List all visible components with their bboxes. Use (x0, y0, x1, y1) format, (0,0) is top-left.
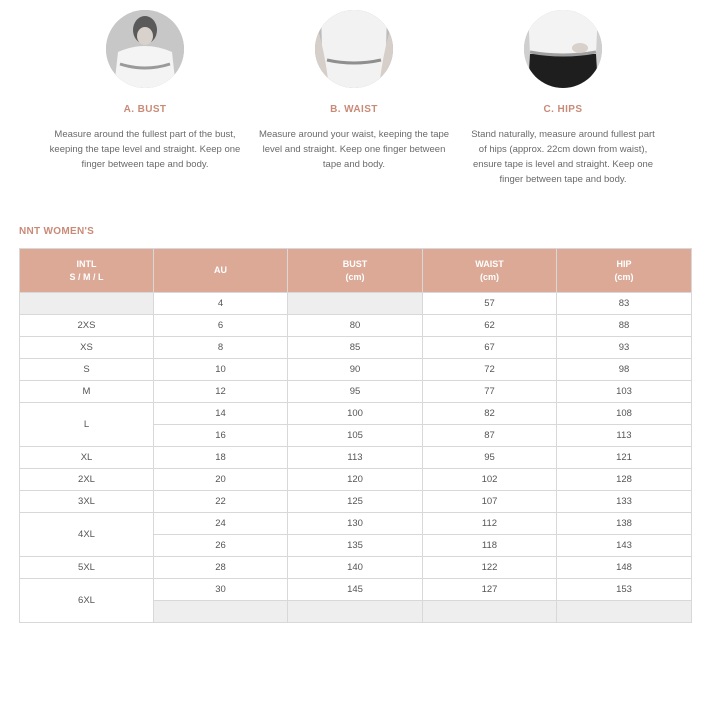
hip-cell: 83 (557, 293, 692, 315)
bust-guide-title: A. BUST (123, 104, 167, 115)
au-cell: 4 (154, 293, 288, 315)
waist-cell: 57 (423, 293, 557, 315)
intl-cell: 4XL (20, 513, 154, 557)
waist-cell: 95 (423, 447, 557, 469)
au-cell: 30 (154, 579, 288, 601)
waist-cell: 72 (423, 359, 557, 381)
intl-cell: 2XS (20, 315, 154, 337)
bust-measure-photo-icon (106, 10, 184, 88)
table-row (20, 315, 692, 337)
hips-guide-text: Stand naturally, measure around fullest part of hips (approx. 22cm down from waist), ensure tape is level and straight. Keep one finger between tape and body. (471, 129, 655, 185)
au-cell: 16 (154, 425, 288, 447)
table-row (20, 359, 692, 381)
bust-cell: 113 (288, 447, 423, 469)
au-cell: 8 (154, 337, 288, 359)
bust-cell: 80 (288, 315, 423, 337)
au-cell: 10 (154, 359, 288, 381)
bust-cell (288, 293, 423, 315)
au-cell: 22 (154, 491, 288, 513)
waist-measure-photo-icon (315, 10, 393, 88)
au-cell (154, 601, 288, 623)
hip-cell: 143 (557, 535, 692, 557)
waist-cell: 102 (423, 469, 557, 491)
hip-cell: 108 (557, 403, 692, 425)
intl-cell (20, 293, 154, 315)
hip-cell: 148 (557, 557, 692, 579)
bust-cell: 140 (288, 557, 423, 579)
header-bust: BUST (cm) (288, 249, 423, 293)
waist-cell: 127 (423, 579, 557, 601)
au-cell: 20 (154, 469, 288, 491)
waist-cell: 67 (423, 337, 557, 359)
bust-cell (288, 601, 423, 623)
table-row (20, 491, 692, 513)
intl-cell: 3XL (20, 491, 154, 513)
waist-cell: 122 (423, 557, 557, 579)
hip-cell: 128 (557, 469, 692, 491)
waist-cell: 62 (423, 315, 557, 337)
intl-cell: XL (20, 447, 154, 469)
header-intl: INTL S / M / L (20, 249, 154, 293)
au-cell: 14 (154, 403, 288, 425)
au-cell: 26 (154, 535, 288, 557)
bust-cell: 125 (288, 491, 423, 513)
bust-cell: 105 (288, 425, 423, 447)
au-cell: 6 (154, 315, 288, 337)
hip-cell: 113 (557, 425, 692, 447)
bust-cell: 100 (288, 403, 423, 425)
table-row (20, 469, 692, 491)
table-header-row (20, 249, 692, 293)
au-cell: 28 (154, 557, 288, 579)
bust-cell: 120 (288, 469, 423, 491)
waist-guide-text: Measure around your waist, keeping the tape level and straight. Keep one finger between tape and body. (258, 129, 450, 170)
table-row (20, 293, 692, 315)
bust-cell: 130 (288, 513, 423, 535)
hip-cell: 153 (557, 579, 692, 601)
table-row (20, 447, 692, 469)
waist-cell (423, 601, 557, 623)
table-row (20, 381, 692, 403)
bust-cell: 145 (288, 579, 423, 601)
hip-cell: 138 (557, 513, 692, 535)
hip-cell: 93 (557, 337, 692, 359)
intl-cell: M (20, 381, 154, 403)
intl-cell: 5XL (20, 557, 154, 579)
au-cell: 18 (154, 447, 288, 469)
au-cell: 24 (154, 513, 288, 535)
bust-cell: 135 (288, 535, 423, 557)
hips-measure-photo-icon (524, 10, 602, 88)
waist-cell: 118 (423, 535, 557, 557)
waist-cell: 107 (423, 491, 557, 513)
size-chart-title: NNT WOMEN'S (19, 226, 95, 237)
intl-cell: L (20, 403, 154, 447)
hip-cell: 103 (557, 381, 692, 403)
intl-cell: 6XL (20, 579, 154, 623)
hip-cell (557, 601, 692, 623)
header-waist: WAIST (cm) (423, 249, 557, 293)
hip-cell: 121 (557, 447, 692, 469)
waist-guide-title: B. WAIST (330, 104, 378, 115)
waist-cell: 87 (423, 425, 557, 447)
hip-cell: 133 (557, 491, 692, 513)
au-cell: 12 (154, 381, 288, 403)
waist-cell: 82 (423, 403, 557, 425)
waist-cell: 112 (423, 513, 557, 535)
intl-cell: S (20, 359, 154, 381)
hip-cell: 88 (557, 315, 692, 337)
size-chart-table (19, 248, 692, 623)
table-row (20, 557, 692, 579)
hip-cell: 98 (557, 359, 692, 381)
bust-cell: 85 (288, 337, 423, 359)
bust-guide-text: Measure around the fullest part of the bust, keeping the tape level and straight. Keep one finger between tape and body. (49, 129, 241, 170)
bust-cell: 90 (288, 359, 423, 381)
bust-cell: 95 (288, 381, 423, 403)
hips-guide-title: C. HIPS (543, 104, 583, 115)
intl-cell: XS (20, 337, 154, 359)
header-au: AU (154, 249, 288, 293)
header-hip: HIP (cm) (557, 249, 692, 293)
intl-cell: 2XL (20, 469, 154, 491)
waist-cell: 77 (423, 381, 557, 403)
table-row (20, 337, 692, 359)
